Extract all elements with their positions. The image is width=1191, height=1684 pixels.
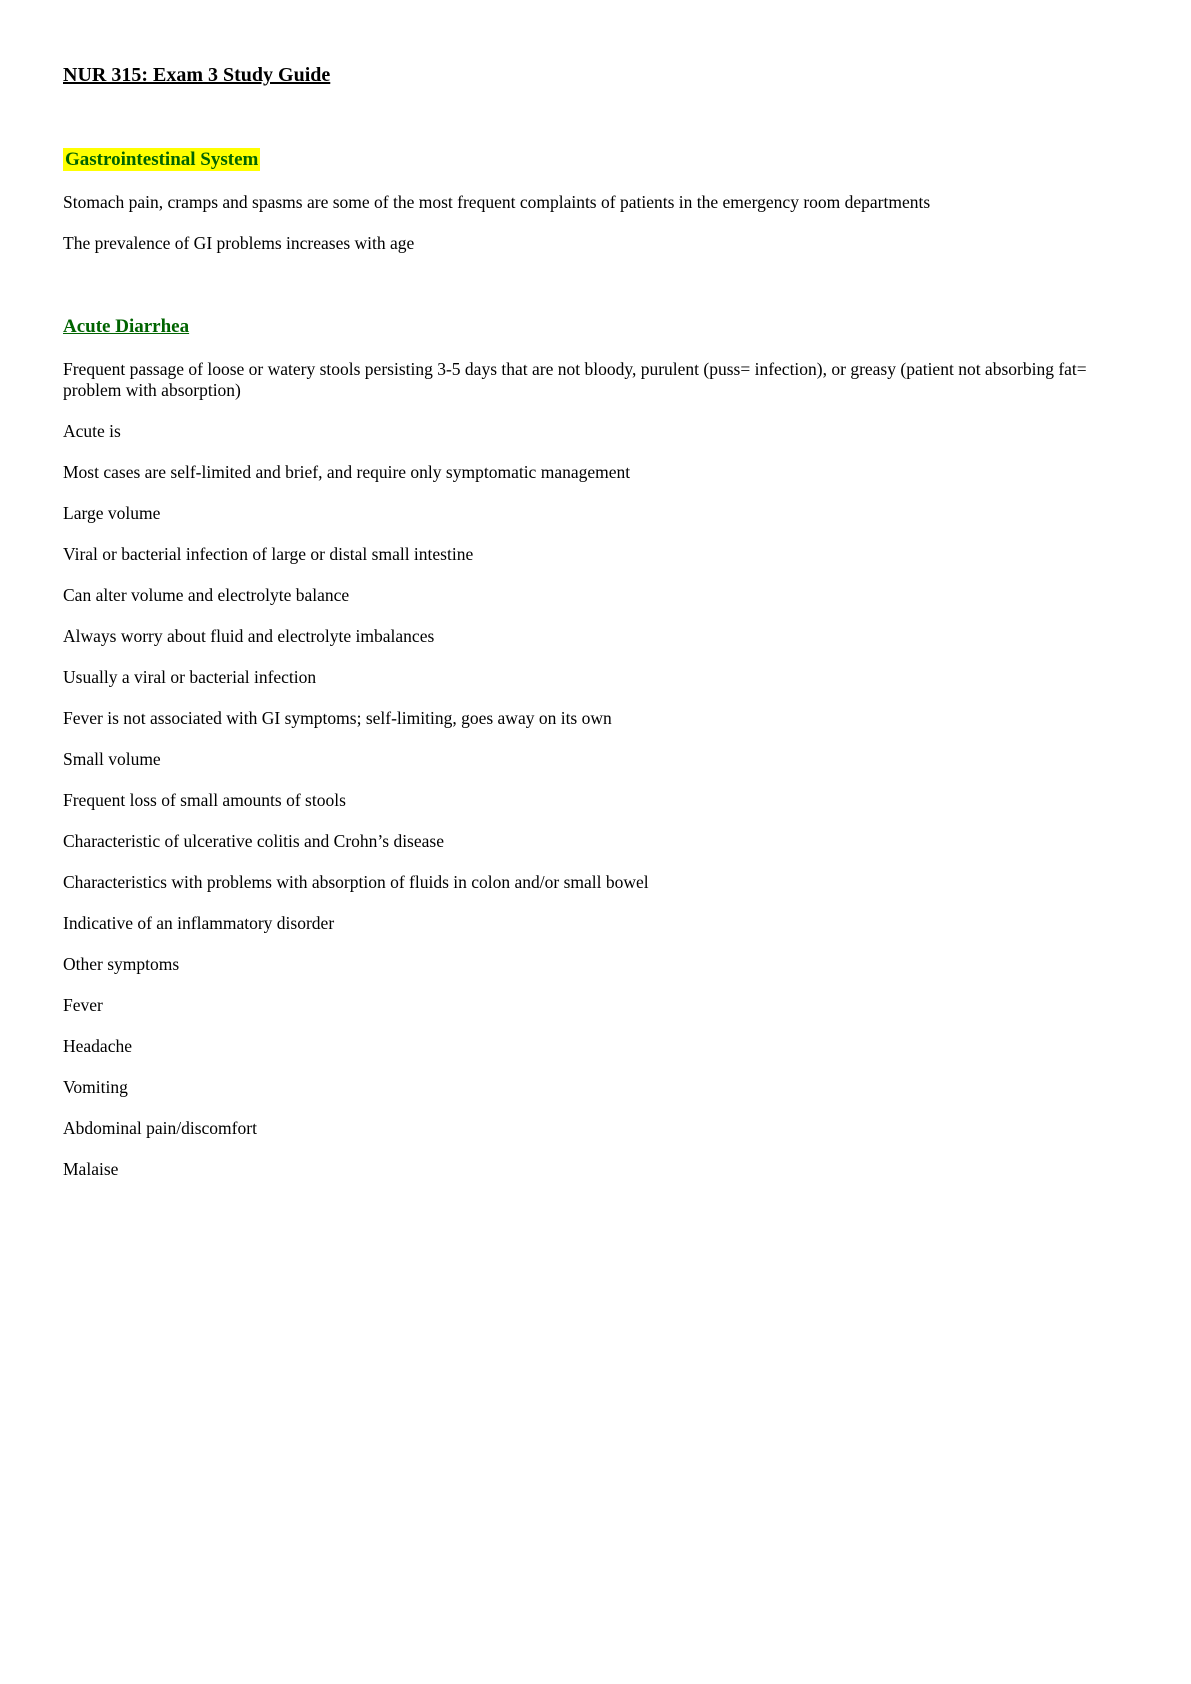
paragraph: Can alter volume and electrolyte balance xyxy=(63,585,350,605)
paragraph: Frequent loss of small amounts of stools xyxy=(63,790,346,810)
paragraph: Usually a viral or bacterial infection xyxy=(63,667,317,687)
paragraph: Other symptoms xyxy=(63,954,180,974)
paragraph: Fever is not associated with GI symptoms; self-limiting, goes away on its own xyxy=(63,708,612,728)
paragraph: Characteristic of ulcerative colitis and Crohn’s disease xyxy=(63,831,444,851)
paragraph: Acute is xyxy=(63,421,121,441)
paragraph: Characteristics with problems with absorption of fluids in colon and/or small bowel xyxy=(63,872,649,892)
paragraph: Malaise xyxy=(63,1159,119,1179)
paragraph: Frequent passage of loose or watery stools persisting 3-5 days that are not bloody, purulent (puss= infection), or greasy (patient not absorbing fat= problem with absorption) xyxy=(63,359,1087,400)
section-heading-gastrointestinal-system xyxy=(63,149,1128,171)
highlighted-heading-text: Gastrointestinal System xyxy=(65,149,259,170)
paragraph: Stomach pain, cramps and spasms are some of the most frequent complaints of patients in the emergency room departments xyxy=(63,192,931,212)
paragraph: Abdominal pain/discomfort xyxy=(63,1118,257,1138)
paragraph: Fever xyxy=(63,995,103,1015)
paragraph: The prevalence of GI problems increases with age xyxy=(63,233,415,253)
paragraph: Viral or bacterial infection of large or distal small intestine xyxy=(63,544,474,564)
paragraph: Most cases are self-limited and brief, and require only symptomatic management xyxy=(63,462,631,482)
section-heading-acute-diarrhea: Acute Diarrhea xyxy=(63,316,190,337)
paragraph: Indicative of an inflammatory disorder xyxy=(63,913,335,933)
paragraph: Large volume xyxy=(63,503,161,523)
paragraph: Small volume xyxy=(63,749,161,769)
paragraph: Vomiting xyxy=(63,1077,128,1097)
document-title: NUR 315: Exam 3 Study Guide xyxy=(63,64,331,86)
paragraph: Always worry about fluid and electrolyte imbalances xyxy=(63,626,435,646)
paragraph: Headache xyxy=(63,1036,132,1056)
